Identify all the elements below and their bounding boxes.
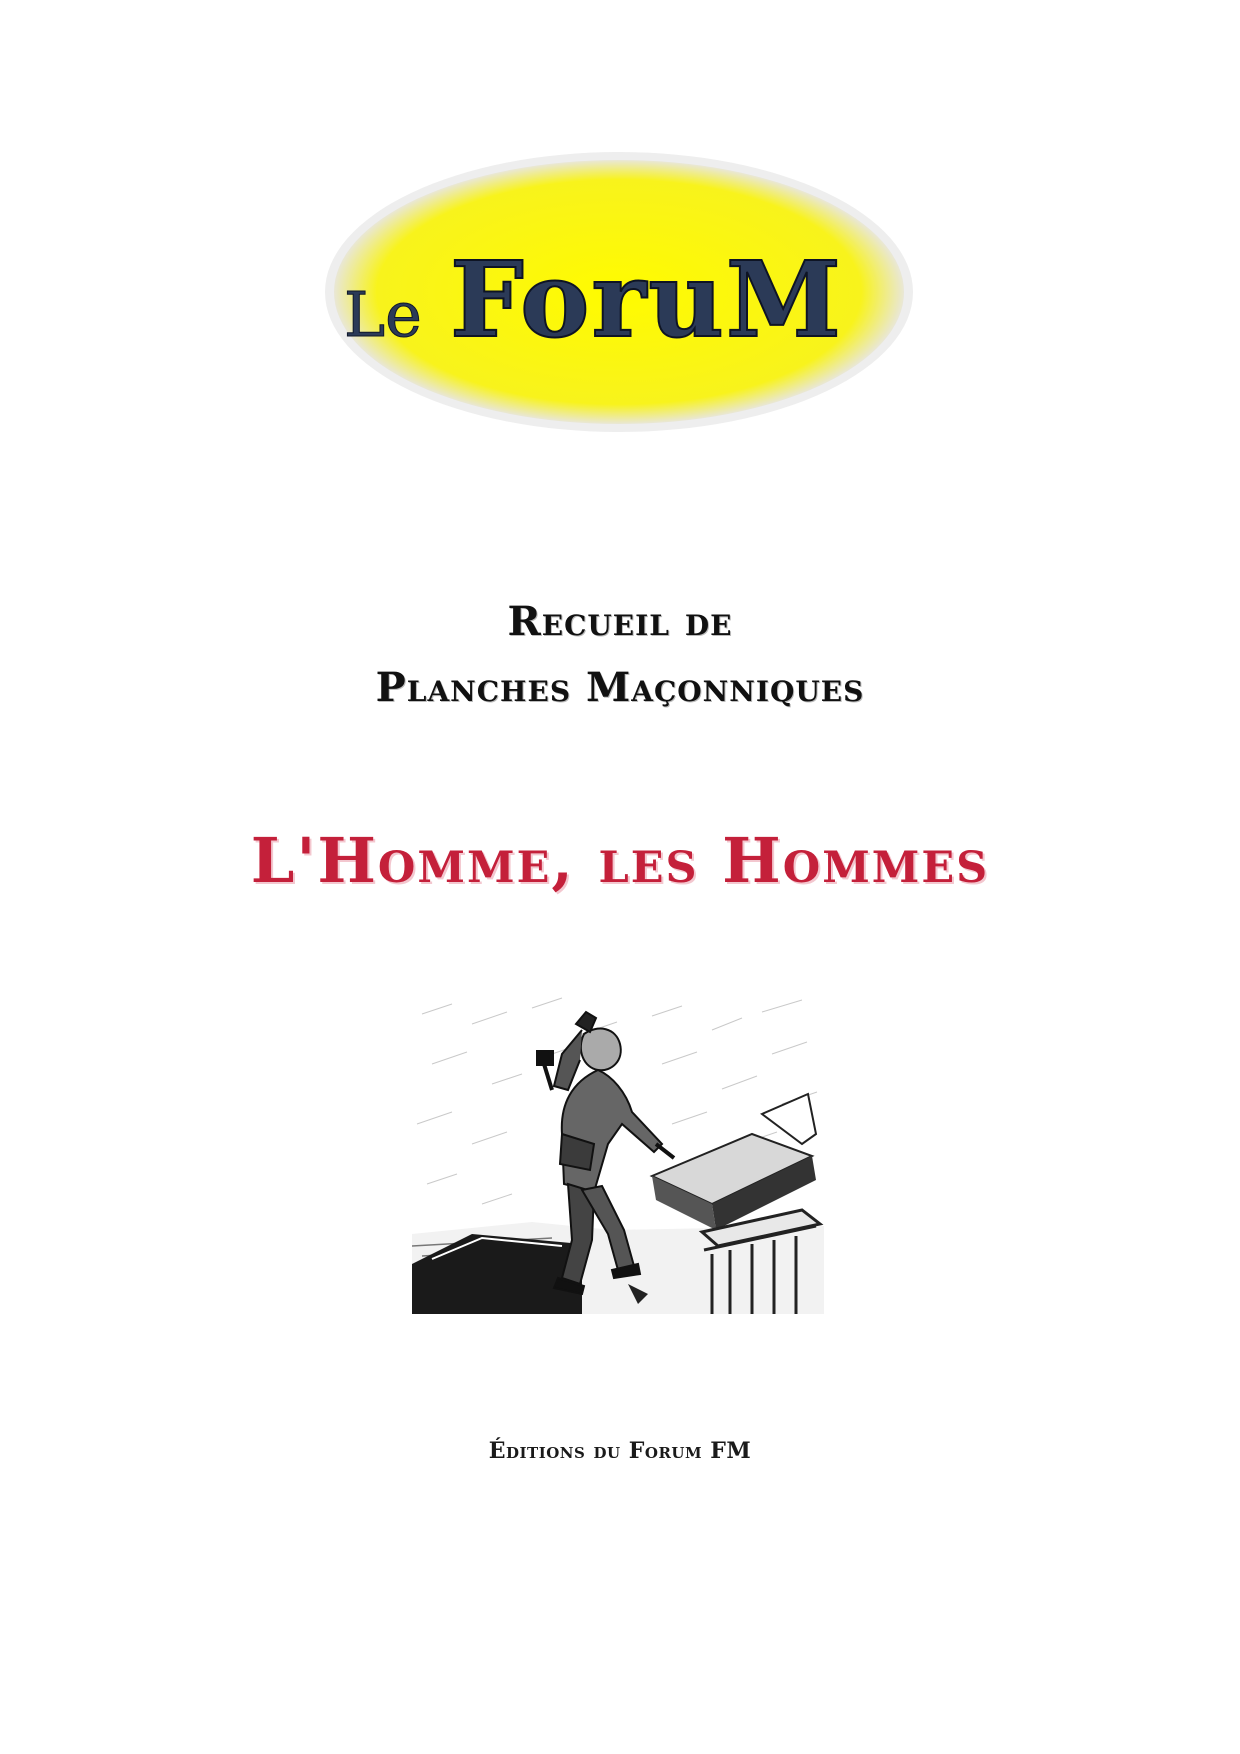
engraving-stonemason-icon (412, 994, 824, 1314)
document-title: L'Homme, les Hommes (250, 824, 990, 897)
logo-article: Le (344, 278, 422, 351)
forum-logo (322, 150, 917, 434)
publisher-name: Éditions du Forum FM (488, 1438, 752, 1464)
subtitle-line-1: Recueil de (507, 598, 733, 645)
logo-name: ForuM (450, 238, 844, 361)
subtitle-line-2: Planches Maçonniques (375, 664, 865, 711)
